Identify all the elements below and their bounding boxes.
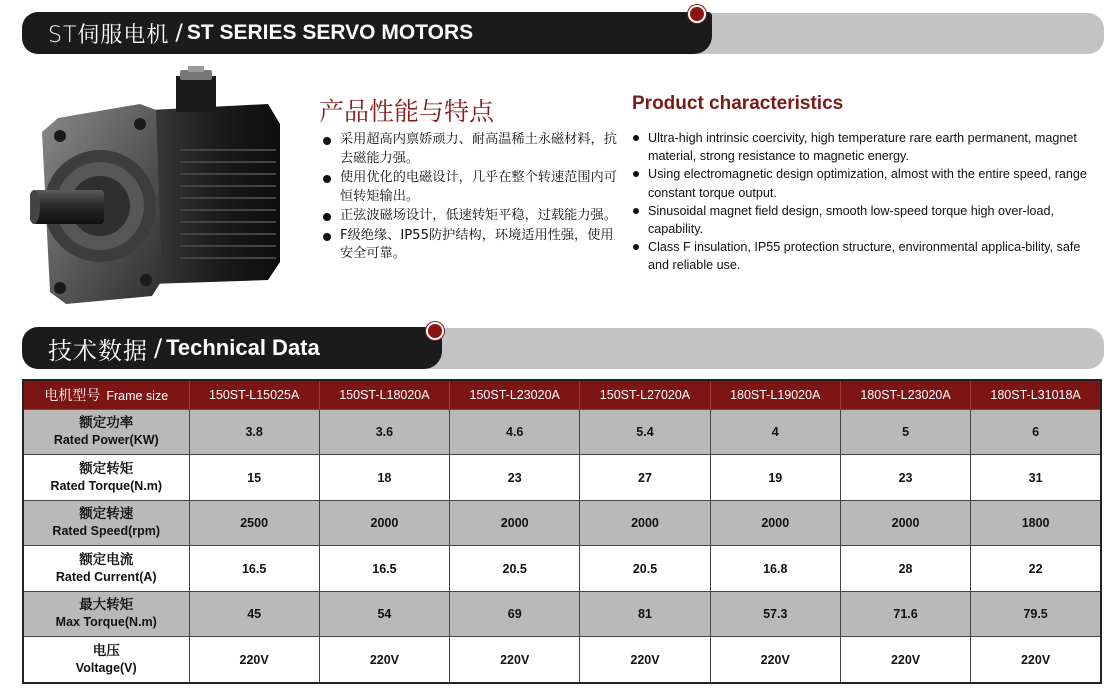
table-cell: 79.5 [971,591,1101,636]
model-header: 180ST-L19020A [710,380,840,410]
model-header: 150ST-L23020A [450,380,580,410]
table-cell: 16.5 [189,546,319,591]
header-red-dot-icon [426,322,444,340]
model-header: 150ST-L27020A [580,380,710,410]
section-header-technical-data [22,327,1104,369]
characteristics-title-cn: 产品性能与特点 [319,97,495,126]
table-cell: 220V [840,637,970,683]
table-cell: 27 [580,455,710,500]
table-cell: 18 [319,455,449,500]
row-header-cn: 额定转矩 [79,460,134,477]
row-header-en: Rated Speed(rpm) [52,524,161,539]
row-header-cn: 额定转速 [79,506,134,523]
characteristics-list-cn [321,131,619,265]
table-row [23,591,1101,636]
table-cell: 15 [189,455,319,500]
table-cell: 220V [971,637,1101,683]
characteristic-item-en: Ultra-high intrinsic coercivity, high temperature rare earth permanent, magnet material, strong resistance to magnetic energy. [629,129,1099,165]
table-cell: 2000 [319,500,449,545]
table-cell: 3.6 [319,410,449,455]
frame-size-header-cn: 电机型号 [44,387,101,403]
row-header-cn: 额定功率 [79,415,134,432]
table-row [23,637,1101,683]
table-cell: 57.3 [710,591,840,636]
row-header [23,500,189,545]
table-row [23,546,1101,591]
table-cell: 2000 [840,500,970,545]
row-header [23,637,189,683]
table-cell: 28 [840,546,970,591]
row-header-cn: 电压 [92,642,120,659]
table-cell: 220V [319,637,449,683]
table-cell: 3.8 [189,410,319,455]
table-cell: 2000 [710,500,840,545]
table-cell: 81 [580,591,710,636]
table-cell: 2500 [189,500,319,545]
table-cell: 1800 [971,500,1101,545]
row-header-cn: 额定电流 [79,551,134,568]
header-red-dot-icon [688,5,706,23]
table-cell: 23 [840,455,970,500]
table-cell: 6 [971,410,1101,455]
model-header: 150ST-L18020A [319,380,449,410]
header-separator: / [154,334,163,362]
frame-size-header-en: Frame size [106,389,169,403]
characteristic-item-en: Using electromagnetic design optimization, almost with the entire speed, range constant torque output. [629,165,1099,201]
row-header-en: Rated Current(A) [55,569,157,584]
table-row [23,500,1101,545]
characteristic-item-cn: 采用超高内禀娇顽力、耐高温稀土永磁材料，抗去磁能力强。 [321,131,619,168]
frame-size-header [23,380,189,410]
row-header-en: Rated Power(KW) [53,433,159,448]
table-cell: 4 [710,410,840,455]
table-cell: 31 [971,455,1101,500]
table-cell: 71.6 [840,591,970,636]
table-row [23,455,1101,500]
table-cell: 220V [450,637,580,683]
table-cell: 22 [971,546,1101,591]
row-header [23,455,189,500]
servo-motor-photo [30,66,290,322]
characteristic-item-en: Sinusoidal magnet field design, smooth low-speed torque high over-load, capability. [629,202,1099,238]
header-title-cn: ST伺服电机 [48,22,170,48]
row-header-cn: 最大转矩 [79,597,134,614]
table-cell: 16.8 [710,546,840,591]
table-cell: 220V [189,637,319,683]
table-cell: 69 [450,591,580,636]
header-black-tab [22,327,442,369]
header-title-cn: 技术数据 [48,336,148,365]
header-title-en: ST SERIES SERVO MOTORS [186,21,474,44]
table-cell: 5 [840,410,970,455]
table-cell: 220V [580,637,710,683]
model-header: 180ST-L31018A [971,380,1101,410]
characteristic-item-en: Class F insulation, IP55 protection structure, environmental applica-bility, safe and reliable use. [629,238,1099,274]
table-cell: 45 [189,591,319,636]
header-separator: / [175,20,183,46]
row-header [23,546,189,591]
row-header [23,591,189,636]
table-cell: 20.5 [450,546,580,591]
table-cell: 2000 [450,500,580,545]
table-header-row [23,380,1101,410]
table-cell: 20.5 [580,546,710,591]
characteristic-item-cn: 正弦波磁场设计，低速转矩平稳，过载能力强。 [321,207,619,226]
table-cell: 16.5 [319,546,449,591]
table-cell: 19 [710,455,840,500]
technical-data-table [22,379,1102,684]
row-header-en: Rated Torque(N.m) [50,478,163,493]
row-header-en: Max Torque(N.m) [55,615,157,630]
table-cell: 23 [450,455,580,500]
characteristic-item-cn: F级绝缘、IP55防护结构，环境适用性强，使用安全可靠。 [321,227,619,264]
table-cell: 54 [319,591,449,636]
characteristics-list-en [629,129,1099,275]
model-header: 180ST-L23020A [840,380,970,410]
table-row [23,410,1101,455]
table-cell: 4.6 [450,410,580,455]
header-black-tab [22,12,712,54]
table-cell: 5.4 [580,410,710,455]
section-header-servo-motors [22,12,1104,54]
table-cell: 2000 [580,500,710,545]
header-title-en: Technical Data [166,335,320,360]
characteristics-title-en: Product characteristics [632,93,844,114]
characteristic-item-cn: 使用优化的电磁设计，几乎在整个转速范围内可恒转矩输出。 [321,169,619,206]
table-cell: 220V [710,637,840,683]
row-header [23,410,189,455]
model-header: 150ST-L15025A [189,380,319,410]
row-header-en: Voltage(V) [75,660,137,675]
